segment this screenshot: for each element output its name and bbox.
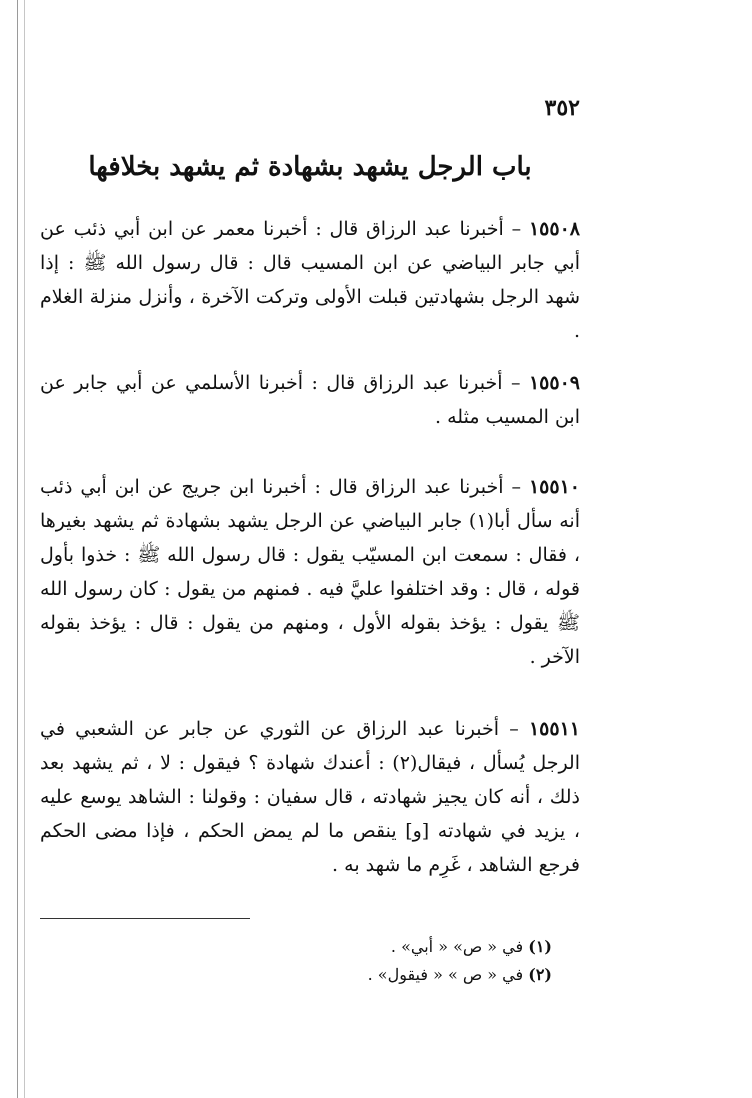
- hadith-entry: ١٥٥٠٨ – أخبرنا عبد الرزاق قال : أخبرنا معمر عن ابن أبي ذئب عن أبي جابر البياضي عن ابن المسيب قال : قال رسول الله ﷺ : إذا شهد الرجل بشهادتين قبلت الأولى وتركت الآخرة ، وأنزل منزلة الغلام .: [40, 218, 580, 342]
- hadith-text: أخبرنا عبد الرزاق عن الثوري عن جابر عن الشعبي في الرجل يُسأل ، فيقال(٢) : أعندك شهادة ؟ فيقول : لا ، ثم يشهد بعد ذلك ، أنه كان يجيز شهادته ، قال سفيان : وقولنا : الشاهد يوسع عليه ، يزيد في شهادته [و] ينقص ما لم يمض الحكم ، فإذا مضى الحكم فرجع الشاهد ، غَرِم ما شهد به .: [40, 718, 581, 876]
- footnote: [368, 961, 552, 989]
- hadith-text: أخبرنا عبد الرزاق قال : أخبرنا الأسلمي عن أبي جابر عن ابن المسيب مثله .: [40, 372, 580, 428]
- footnote-number: (٢): [528, 965, 552, 984]
- document-page: [40, 0, 580, 1098]
- hadith-number: ١٥٥١١: [528, 718, 580, 740]
- hadith-number: ١٥٥٠٩: [528, 372, 580, 394]
- hadith-entry: ١٥٥٠٩ – أخبرنا عبد الرزاق قال : أخبرنا الأسلمي عن أبي جابر عن ابن المسيب مثله .: [40, 372, 580, 428]
- chapter-title: باب الرجل يشهد بشهادة ثم يشهد بخلافها: [88, 152, 532, 182]
- hadith-number: ١٥٥١٠: [528, 476, 580, 498]
- hadith-entry: ١٥٥١٠ – أخبرنا عبد الرزاق قال : أخبرنا ابن جريج عن ابن أبي ذئب أنه سأل أبا(١) جابر البياضي عن الرجل يشهد بشهادة ثم يشهد بغيرها ، فقال : سمعت ابن المسيّب يقول : قال رسول الله ﷺ : خذوا بأول قوله ، قال : وقد اختلفوا عليَّ فيه . فمنهم من يقول : كان رسول الله ﷺ يقول : يؤخذ بقوله الأول ، ومنهم من يقول : قال : يؤخذ بقوله الآخر .: [40, 476, 580, 668]
- footnote-separator: [40, 918, 250, 919]
- footnote: [368, 933, 552, 961]
- page-gutter-line-inner: [24, 0, 25, 1098]
- hadith-number: ١٥٥٠٨: [528, 218, 580, 240]
- footnote-text: في « ص » « فيقول» .: [367, 965, 524, 984]
- page-number: ٣٥٢: [544, 95, 580, 121]
- footnotes: [368, 933, 552, 989]
- hadith-text: أخبرنا عبد الرزاق قال : أخبرنا ابن جريج عن ابن أبي ذئب أنه سأل أبا(١) جابر البياضي عن الرجل يشهد بشهادة ثم يشهد بغيرها ، فقال : سمعت ابن المسيّب يقول : قال رسول الله ﷺ : خذوا بأول قوله ، قال : وقد اختلفوا عليَّ فيه . فمنهم من يقول : كان رسول الله ﷺ يقول : يؤخذ بقوله الأول ، ومنهم من يقول : قال : يؤخذ بقوله الآخر .: [40, 476, 580, 668]
- footnote-text: في « ص» « أبي» .: [390, 937, 524, 956]
- page-gutter-line: [17, 0, 18, 1098]
- hadith-text: أخبرنا عبد الرزاق قال : أخبرنا معمر عن ابن أبي ذئب عن أبي جابر البياضي عن ابن المسيب قال : قال رسول الله ﷺ : إذا شهد الرجل بشهادتين قبلت الأولى وتركت الآخرة ، وأنزل منزلة الغلام .: [40, 218, 580, 342]
- footnote-number: (١): [528, 937, 552, 956]
- hadith-entry: ١٥٥١١ – أخبرنا عبد الرزاق عن الثوري عن جابر عن الشعبي في الرجل يُسأل ، فيقال(٢) : أعندك شهادة ؟ فيقول : لا ، ثم يشهد بعد ذلك ، أنه كان يجيز شهادته ، قال سفيان : وقولنا : الشاهد يوسع عليه ، يزيد في شهادته [و] ينقص ما لم يمض الحكم ، فإذا مضى الحكم فرجع الشاهد ، غَرِم ما شهد به .: [40, 718, 581, 876]
